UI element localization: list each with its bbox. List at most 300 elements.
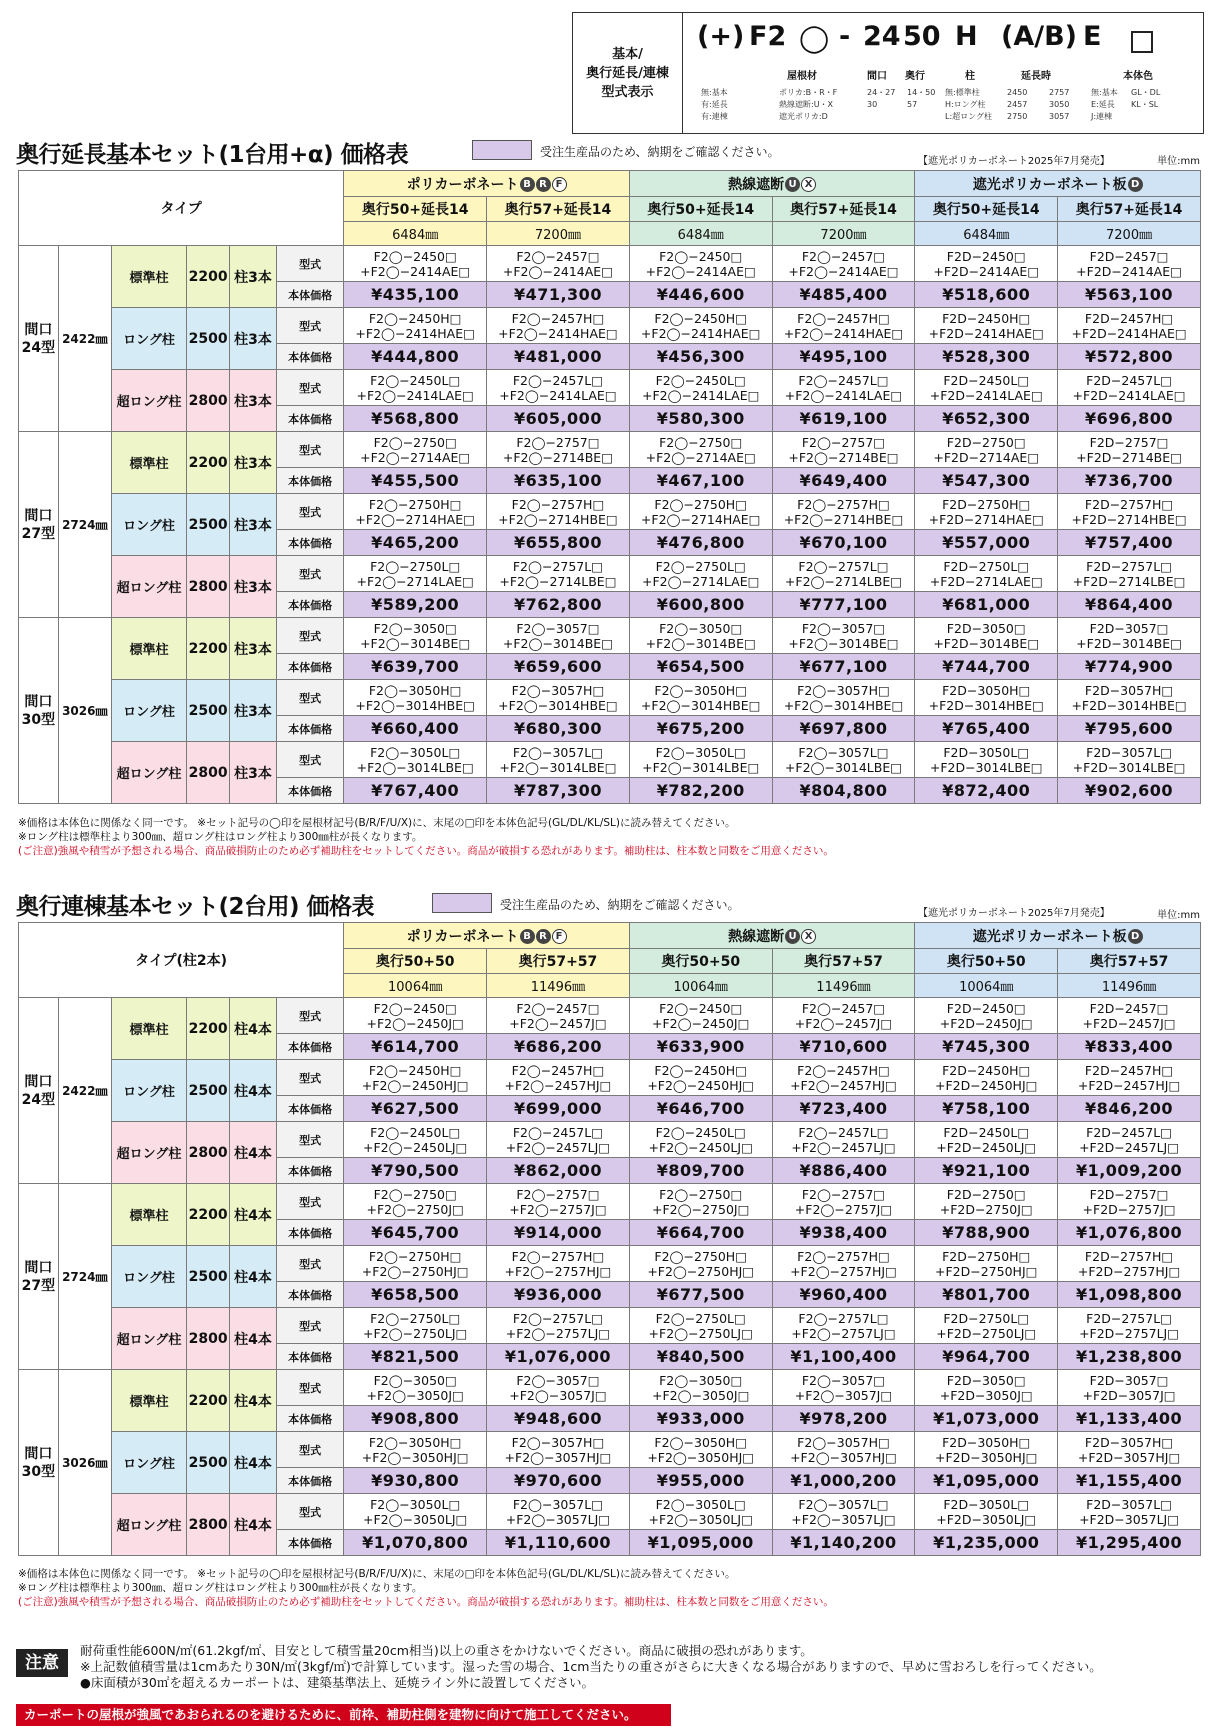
frontage-width: 2724㎜	[58, 432, 111, 618]
price-cell: ¥471,300	[487, 282, 630, 308]
legend-note: 無:基本 有:延長 有:連棟	[701, 88, 728, 121]
price-cell: ¥1,100,400	[772, 1344, 915, 1370]
price-cell: ¥1,235,000	[915, 1530, 1058, 1556]
price-label: 本体価格	[276, 1530, 343, 1556]
price-cell: ¥1,295,400	[1058, 1530, 1201, 1556]
material-group-header: ポリカーボネート B R F	[344, 171, 630, 197]
model-code-cell: F2◯−2757□ +F2◯−2714BE□	[487, 432, 630, 468]
post-height: 2200	[187, 618, 230, 680]
post-height: 2200	[187, 998, 230, 1060]
post-type: 標準柱	[111, 1370, 186, 1432]
model-code-cell: F2D−3050L□ +F2D−3050LJ□	[915, 1494, 1058, 1530]
model-code-cell: F2◯−2750L□ +F2◯−2750LJ□	[629, 1308, 772, 1344]
price-label: 本体価格	[276, 1096, 343, 1122]
frontage-width: 2724㎜	[58, 1184, 111, 1370]
material-group-header: ポリカーボネート B R F	[344, 923, 630, 949]
price-cell: ¥659,600	[487, 654, 630, 680]
length-header: 10064㎜	[629, 974, 772, 998]
frontage-width: 2422㎜	[58, 998, 111, 1184]
price-cell: ¥670,100	[772, 530, 915, 556]
depth-header: 奥行50+50	[344, 949, 487, 974]
price-cell: ¥745,300	[915, 1034, 1058, 1060]
post-height: 2500	[187, 1246, 230, 1308]
unit-label: 単位:mm	[1157, 910, 1200, 921]
price-table-double	[18, 922, 1201, 1556]
price-cell: ¥528,300	[915, 344, 1058, 370]
post-type: ロング柱	[111, 680, 186, 742]
model-code-cell: F2◯−3057H□ +F2◯−3057HJ□	[487, 1432, 630, 1468]
price-cell: ¥1,095,000	[915, 1468, 1058, 1494]
price-cell: ¥809,700	[629, 1158, 772, 1184]
roof-code-badge-icon: X	[801, 929, 816, 944]
price-cell: ¥614,700	[344, 1034, 487, 1060]
price-label: 本体価格	[276, 530, 343, 556]
post-count: 柱3本	[230, 556, 277, 618]
roof-code-badge-icon: X	[801, 177, 816, 192]
price-cell: ¥455,500	[344, 468, 487, 494]
price-cell: ¥933,000	[629, 1406, 772, 1432]
price-cell: ¥840,500	[629, 1344, 772, 1370]
model-code-cell: F2◯−2457L□ +F2◯−2414LAE□	[772, 370, 915, 406]
depth-header: 奥行50+50	[915, 949, 1058, 974]
price-cell: ¥495,100	[772, 344, 915, 370]
post-count: 柱4本	[230, 1370, 277, 1432]
post-count: 柱4本	[230, 1184, 277, 1246]
price-cell: ¥697,800	[772, 716, 915, 742]
model-code-cell: F2◯−2450L□ +F2◯−2450LJ□	[629, 1122, 772, 1158]
price-cell: ¥964,700	[915, 1344, 1058, 1370]
price-cell: ¥444,800	[344, 344, 487, 370]
model-code-cell: F2◯−2457L□ +F2◯−2414LAE□	[487, 370, 630, 406]
price-cell: ¥660,400	[344, 716, 487, 742]
post-height: 2200	[187, 246, 230, 308]
made-to-order-note: 受注生産品のため、納期をご確認ください。	[540, 145, 780, 159]
model-label: 型式	[276, 370, 343, 406]
price-cell: ¥787,300	[487, 778, 630, 804]
depth-header: 奥行50+延長14	[344, 197, 487, 222]
sub-label: 柱	[965, 71, 975, 82]
price-cell: ¥930,800	[344, 1468, 487, 1494]
model-code-cell: F2D−3057H□ +F2D−3014HBE□	[1058, 680, 1201, 716]
model-code-cell: F2D−3050L□ +F2D−3014LBE□	[915, 742, 1058, 778]
model-code-cell: F2◯−3050H□ +F2◯−3014HBE□	[344, 680, 487, 716]
note-line: ※ロング柱は標準柱より300㎜、超ロング柱はロング柱より300㎜柱が長くなります。	[18, 831, 423, 843]
post-count: 柱4本	[230, 1060, 277, 1122]
post-count: 柱3本	[230, 494, 277, 556]
price-cell: ¥481,000	[487, 344, 630, 370]
price-label: 本体価格	[276, 1158, 343, 1184]
depth-header: 奥行57+延長14	[487, 197, 630, 222]
model-label: 型式	[276, 494, 343, 530]
post-type: ロング柱	[111, 494, 186, 556]
roof-circle-icon: ◯	[799, 23, 830, 54]
price-cell: ¥790,500	[344, 1158, 487, 1184]
price-cell: ¥580,300	[629, 406, 772, 432]
model-code-cell: F2D−2450L□ +F2D−2450LJ□	[915, 1122, 1058, 1158]
model-code-cell: F2◯−2450H□ +F2◯−2450HJ□	[629, 1060, 772, 1096]
price-cell: ¥699,000	[487, 1096, 630, 1122]
price-cell: ¥639,700	[344, 654, 487, 680]
post-height: 2800	[187, 1494, 230, 1556]
model-code-cell: F2◯−3057L□ +F2◯−3014LBE□	[772, 742, 915, 778]
length-header: 11496㎜	[487, 974, 630, 998]
color-box-icon	[1131, 27, 1153, 58]
code-part: H	[955, 21, 978, 52]
model-code-cell: F2D−2750L□ +F2D−2714LAE□	[915, 556, 1058, 592]
model-code-cell: F2◯−2757H□ +F2◯−2757HJ□	[772, 1246, 915, 1282]
depth-header: 奥行50+延長14	[915, 197, 1058, 222]
price-cell: ¥908,800	[344, 1406, 487, 1432]
price-cell: ¥1,076,000	[487, 1344, 630, 1370]
price-cell: ¥864,400	[1058, 592, 1201, 618]
post-height: 2800	[187, 1308, 230, 1370]
model-code-cell: F2D−2750□ +F2D−2750J□	[915, 1184, 1058, 1220]
post-type: ロング柱	[111, 1432, 186, 1494]
depth-header: 奥行57+延長14	[772, 197, 915, 222]
price-cell: ¥681,000	[915, 592, 1058, 618]
price-label: 本体価格	[276, 1344, 343, 1370]
price-cell: ¥1,076,800	[1058, 1220, 1201, 1246]
post-height: 2500	[187, 1060, 230, 1122]
model-code-cell: F2D−2757L□ +F2D−2714LBE□	[1058, 556, 1201, 592]
post-type: 超ロング柱	[111, 556, 186, 618]
caution-banner: カーポートの屋根が強風であおられるのを避けるために、前枠、補助柱側を建物に向けて施工してください。	[16, 1704, 671, 1726]
model-code-cell: F2◯−3050□ +F2◯−3050J□	[344, 1370, 487, 1406]
sub-label: 屋根材	[787, 71, 817, 82]
model-code-cell: F2◯−3050L□ +F2◯−3014LBE□	[344, 742, 487, 778]
price-cell: ¥518,600	[915, 282, 1058, 308]
frontage-group: 間口 30型	[19, 618, 59, 804]
frontage-width: 3026㎜	[58, 1370, 111, 1556]
unit-label: 単位:mm	[1157, 156, 1200, 167]
model-code-cell: F2◯−3057H□ +F2◯−3057HJ□	[772, 1432, 915, 1468]
price-cell: ¥804,800	[772, 778, 915, 804]
price-cell: ¥476,800	[629, 530, 772, 556]
frontage-group: 間口 24型	[19, 246, 59, 432]
roof-code-badge-icon: U	[785, 929, 800, 944]
section2-title: 奥行連棟基本セット(2台用) 価格表	[16, 894, 375, 920]
price-cell: ¥757,400	[1058, 530, 1201, 556]
price-cell: ¥547,300	[915, 468, 1058, 494]
price-cell: ¥680,300	[487, 716, 630, 742]
price-label: 本体価格	[276, 1468, 343, 1494]
price-cell: ¥762,800	[487, 592, 630, 618]
price-label: 本体価格	[276, 778, 343, 804]
price-cell: ¥467,100	[629, 468, 772, 494]
price-label: 本体価格	[276, 344, 343, 370]
price-cell: ¥568,800	[344, 406, 487, 432]
type-header: タイプ(柱2本)	[19, 923, 344, 998]
roof-code-badge-icon: B	[520, 929, 535, 944]
release-note: 【遮光ポリカーボネート2025年7月発売】	[918, 908, 1110, 919]
price-cell: ¥978,200	[772, 1406, 915, 1432]
price-cell: ¥563,100	[1058, 282, 1201, 308]
material-group-header: 熱線遮断 U X	[629, 171, 915, 197]
post-height: 2800	[187, 370, 230, 432]
price-cell: ¥619,100	[772, 406, 915, 432]
legend-note: 無:標準柱 H:ロング柱 L:超ロング柱	[945, 88, 992, 121]
model-label: 型式	[276, 1308, 343, 1344]
legend-note: 24・27 30	[867, 88, 896, 109]
price-label: 本体価格	[276, 592, 343, 618]
model-code-cell: F2◯−3057H□ +F2◯−3014HBE□	[487, 680, 630, 716]
sub-label: 延長時	[1021, 71, 1051, 82]
price-cell: ¥600,800	[629, 592, 772, 618]
post-height: 2500	[187, 1432, 230, 1494]
release-note: 【遮光ポリカーボネート2025年7月発売】	[918, 156, 1110, 167]
price-label: 本体価格	[276, 1034, 343, 1060]
frontage-width: 2422㎜	[58, 246, 111, 432]
price-label: 本体価格	[276, 1406, 343, 1432]
code-part: 50	[903, 21, 941, 52]
model-code-cell: F2◯−2750L□ +F2◯−2750LJ□	[344, 1308, 487, 1344]
model-label: 型式	[276, 618, 343, 654]
model-code-cell: F2D−2757□ +F2D−2757J□	[1058, 1184, 1201, 1220]
depth-header: 奥行57+57	[772, 949, 915, 974]
model-label: 型式	[276, 1370, 343, 1406]
model-code-cell: F2◯−2457H□ +F2◯−2457HJ□	[772, 1060, 915, 1096]
model-code-cell: F2◯−3057L□ +F2◯−3057LJ□	[772, 1494, 915, 1530]
model-code-cell: F2◯−3057H□ +F2◯−3014HBE□	[772, 680, 915, 716]
made-to-order-note: 受注生産品のため、納期をご確認ください。	[500, 898, 740, 912]
material-group-header: 熱線遮断 U X	[629, 923, 915, 949]
price-cell: ¥758,100	[915, 1096, 1058, 1122]
price-cell: ¥675,200	[629, 716, 772, 742]
roof-code-badge-icon: F	[552, 929, 567, 944]
roof-code-badge-icon: R	[536, 177, 551, 192]
price-cell: ¥736,700	[1058, 468, 1201, 494]
model-code-cell: F2D−2457□ +F2D−2414AE□	[1058, 246, 1201, 282]
price-cell: ¥914,000	[487, 1220, 630, 1246]
price-cell: ¥589,200	[344, 592, 487, 618]
code-line	[683, 21, 1203, 59]
model-label: 型式	[276, 1246, 343, 1282]
model-code-cell: F2◯−3050H□ +F2◯−3050HJ□	[629, 1432, 772, 1468]
section2-notes	[18, 1567, 834, 1609]
post-count: 柱4本	[230, 998, 277, 1060]
price-cell: ¥955,000	[629, 1468, 772, 1494]
model-code-cell: F2D−3050H□ +F2D−3050HJ□	[915, 1432, 1058, 1468]
post-count: 柱3本	[230, 370, 277, 432]
model-code-cell: F2◯−2450□ +F2◯−2450J□	[344, 998, 487, 1034]
model-code-cell: F2◯−2757H□ +F2◯−2714HBE□	[772, 494, 915, 530]
price-label: 本体価格	[276, 282, 343, 308]
price-cell: ¥744,700	[915, 654, 1058, 680]
price-cell: ¥1,238,800	[1058, 1344, 1201, 1370]
post-count: 柱4本	[230, 1308, 277, 1370]
price-cell: ¥649,400	[772, 468, 915, 494]
model-code-cell: F2D−2757□ +F2D−2714BE□	[1058, 432, 1201, 468]
note-line: ※価格は本体色に関係なく同一です。 ※セット記号の◯印を屋根材記号(B/R/F/U/X)に、末尾の□印を本体色記号(GL/DL/KL/SL)に読み替えてください。	[18, 1568, 736, 1580]
model-label: 型式	[276, 556, 343, 592]
model-code-cell: F2◯−2757L□ +F2◯−2714LBE□	[487, 556, 630, 592]
model-code-cell: F2D−2450□ +F2D−2414AE□	[915, 246, 1058, 282]
model-label: 型式	[276, 1122, 343, 1158]
depth-header: 奥行57+延長14	[1058, 197, 1201, 222]
legend-note: GL・DL KL・SL	[1131, 88, 1161, 109]
model-code-cell: F2D−3050□ +F2D−3014BE□	[915, 618, 1058, 654]
price-cell: ¥872,400	[915, 778, 1058, 804]
model-code-cell: F2◯−3050L□ +F2◯−3050LJ□	[629, 1494, 772, 1530]
length-header: 11496㎜	[1058, 974, 1201, 998]
price-cell: ¥1,073,000	[915, 1406, 1058, 1432]
model-code-cell: F2◯−2457L□ +F2◯−2457LJ□	[772, 1122, 915, 1158]
price-cell: ¥652,300	[915, 406, 1058, 432]
legend-note: 無:基本 E:延長 J:連棟	[1091, 88, 1118, 121]
model-code-cell: F2D−2757L□ +F2D−2757LJ□	[1058, 1308, 1201, 1344]
model-code-cell: F2◯−3057□ +F2◯−3014BE□	[487, 618, 630, 654]
price-cell: ¥788,900	[915, 1220, 1058, 1246]
model-code-cell: F2◯−2757H□ +F2◯−2757HJ□	[487, 1246, 630, 1282]
model-code-cell: F2◯−2450H□ +F2◯−2414HAE□	[344, 308, 487, 344]
price-cell: ¥605,000	[487, 406, 630, 432]
legend-code	[683, 13, 1203, 133]
price-cell: ¥1,133,400	[1058, 1406, 1201, 1432]
model-label: 型式	[276, 1494, 343, 1530]
legend-label: 基本/ 奥行延長/連棟 型式表示	[573, 13, 683, 133]
made-to-order-swatch	[432, 893, 492, 913]
section1-notes	[18, 816, 834, 858]
model-code-cell: F2D−2450L□ +F2D−2414LAE□	[915, 370, 1058, 406]
model-code-cell: F2D−2457□ +F2D−2457J□	[1058, 998, 1201, 1034]
post-type: 超ロング柱	[111, 1308, 186, 1370]
post-type: 超ロング柱	[111, 1122, 186, 1184]
note-warning: (ご注意)強風や積雪が予想される場合、商品破損防止のため必ず補助柱をセットしてください。商品が破損する恐れがあります。補助柱は、柱本数と同数をご用意ください。	[18, 1596, 834, 1608]
model-code-cell: F2◯−3057□ +F2◯−3057J□	[772, 1370, 915, 1406]
length-header: 7200㎜	[1058, 222, 1201, 246]
price-label: 本体価格	[276, 406, 343, 432]
model-code-cell: F2◯−3050H□ +F2◯−3050HJ□	[344, 1432, 487, 1468]
price-cell: ¥886,400	[772, 1158, 915, 1184]
post-count: 柱3本	[230, 432, 277, 494]
made-to-order-swatch	[472, 140, 532, 160]
code-part: E	[1083, 21, 1102, 52]
model-code-cell: F2D−2450H□ +F2D−2450HJ□	[915, 1060, 1058, 1096]
price-cell: ¥902,600	[1058, 778, 1201, 804]
model-code-cell: F2◯−2450H□ +F2◯−2450HJ□	[344, 1060, 487, 1096]
price-cell: ¥686,200	[487, 1034, 630, 1060]
roof-code-badge-icon: F	[552, 177, 567, 192]
post-count: 柱4本	[230, 1246, 277, 1308]
length-header: 7200㎜	[772, 222, 915, 246]
model-label: 型式	[276, 246, 343, 282]
model-code-cell: F2◯−2750L□ +F2◯−2714LAE□	[629, 556, 772, 592]
code-part: 24	[863, 21, 901, 52]
post-type: ロング柱	[111, 1060, 186, 1122]
roof-code-badge-icon: D	[1128, 177, 1143, 192]
model-code-cell: F2◯−3050□ +F2◯−3014BE□	[344, 618, 487, 654]
price-cell: ¥435,100	[344, 282, 487, 308]
price-cell: ¥1,140,200	[772, 1530, 915, 1556]
price-cell: ¥774,900	[1058, 654, 1201, 680]
legend-note: 14・50 57	[907, 88, 936, 109]
model-code-cell: F2◯−3057□ +F2◯−3057J□	[487, 1370, 630, 1406]
post-count: 柱4本	[230, 1432, 277, 1494]
model-label: 型式	[276, 1184, 343, 1220]
model-label: 型式	[276, 998, 343, 1034]
model-code-cell: F2D−3057□ +F2D−3014BE□	[1058, 618, 1201, 654]
model-code-cell: F2D−2450□ +F2D−2450J□	[915, 998, 1058, 1034]
price-cell: ¥936,000	[487, 1282, 630, 1308]
frontage-group: 間口 24型	[19, 998, 59, 1184]
price-cell: ¥782,200	[629, 778, 772, 804]
model-code-cell: F2◯−2457H□ +F2◯−2457HJ□	[487, 1060, 630, 1096]
price-cell: ¥938,400	[772, 1220, 915, 1246]
post-type: 超ロング柱	[111, 742, 186, 804]
model-code-legend	[572, 12, 1204, 134]
post-height: 2200	[187, 432, 230, 494]
model-label: 型式	[276, 432, 343, 468]
frontage-group: 間口 27型	[19, 432, 59, 618]
price-cell: ¥677,500	[629, 1282, 772, 1308]
price-cell: ¥1,095,000	[629, 1530, 772, 1556]
depth-header: 奥行50+延長14	[629, 197, 772, 222]
price-cell: ¥485,400	[772, 282, 915, 308]
model-code-cell: F2◯−3057L□ +F2◯−3057LJ□	[487, 1494, 630, 1530]
model-code-cell: F2◯−2757□ +F2◯−2757J□	[772, 1184, 915, 1220]
model-code-cell: F2D−2457H□ +F2D−2457HJ□	[1058, 1060, 1201, 1096]
model-code-cell: F2◯−2450L□ +F2◯−2414LAE□	[344, 370, 487, 406]
frontage-group: 間口 27型	[19, 1184, 59, 1370]
model-code-cell: F2◯−2757L□ +F2◯−2757LJ□	[772, 1308, 915, 1344]
post-height: 2800	[187, 1122, 230, 1184]
roof-code-badge-icon: B	[520, 177, 535, 192]
model-code-cell: F2◯−2450L□ +F2◯−2450LJ□	[344, 1122, 487, 1158]
price-cell: ¥723,400	[772, 1096, 915, 1122]
caution-label: 注意	[16, 1649, 68, 1677]
post-height: 2500	[187, 680, 230, 742]
post-type: 標準柱	[111, 432, 186, 494]
price-cell: ¥862,000	[487, 1158, 630, 1184]
frontage-width: 3026㎜	[58, 618, 111, 804]
model-code-cell: F2◯−3057□ +F2◯−3014BE□	[772, 618, 915, 654]
frontage-group: 間口 30型	[19, 1370, 59, 1556]
price-cell: ¥635,100	[487, 468, 630, 494]
price-cell: ¥970,600	[487, 1468, 630, 1494]
roof-code-badge-icon: D	[1128, 929, 1143, 944]
model-code-cell: F2D−3050□ +F2D−3050J□	[915, 1370, 1058, 1406]
model-code-cell: F2D−2750L□ +F2D−2750LJ□	[915, 1308, 1058, 1344]
model-code-cell: F2◯−2750□ +F2◯−2750J□	[344, 1184, 487, 1220]
length-header: 7200㎜	[487, 222, 630, 246]
price-cell: ¥821,500	[344, 1344, 487, 1370]
post-height: 2200	[187, 1184, 230, 1246]
model-code-cell: F2◯−2457□ +F2◯−2414AE□	[772, 246, 915, 282]
price-cell: ¥655,800	[487, 530, 630, 556]
post-type: 標準柱	[111, 618, 186, 680]
material-group-header: 遮光ポリカーボネート板 D	[915, 171, 1201, 197]
model-code-cell: F2◯−2757□ +F2◯−2714BE□	[772, 432, 915, 468]
post-type: 標準柱	[111, 246, 186, 308]
model-code-cell: F2◯−2750□ +F2◯−2714AE□	[629, 432, 772, 468]
post-height: 2500	[187, 308, 230, 370]
price-cell: ¥765,400	[915, 716, 1058, 742]
post-count: 柱3本	[230, 246, 277, 308]
model-code-cell: F2◯−2750H□ +F2◯−2750HJ□	[629, 1246, 772, 1282]
model-code-cell: F2◯−2457H□ +F2◯−2414HAE□	[487, 308, 630, 344]
model-code-cell: F2◯−3050□ +F2◯−3050J□	[629, 1370, 772, 1406]
price-cell: ¥1,098,800	[1058, 1282, 1201, 1308]
post-height: 2800	[187, 742, 230, 804]
depth-header: 奥行50+50	[629, 949, 772, 974]
model-code-cell: F2D−2750H□ +F2D−2714HAE□	[915, 494, 1058, 530]
note-line: ※ロング柱は標準柱より300㎜、超ロング柱はロング柱より300㎜柱が長くなります。	[18, 1582, 423, 1594]
price-cell: ¥557,000	[915, 530, 1058, 556]
model-code-cell: F2D−2457L□ +F2D−2414LAE□	[1058, 370, 1201, 406]
model-code-cell: F2◯−2757□ +F2◯−2757J□	[487, 1184, 630, 1220]
length-header: 11496㎜	[772, 974, 915, 998]
length-header: 10064㎜	[915, 974, 1058, 998]
